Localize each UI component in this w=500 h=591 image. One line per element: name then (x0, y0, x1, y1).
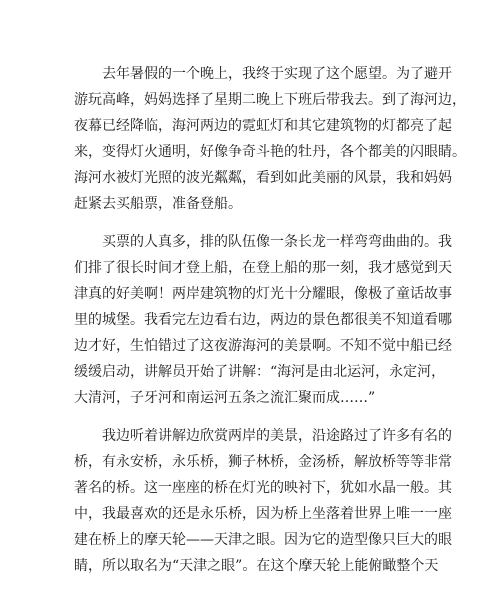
text-line: 里的城堡。我看完左边看右边，两边的景色都很美不知道看哪 (74, 312, 452, 328)
paragraph-2 (74, 229, 452, 411)
text-line: 去年暑假的一个晚上，我终于实现了这个愿望。为了避开 (102, 66, 452, 82)
text-line: 睛，所以取名为“天津之眼”。在这个摩天轮上能俯瞰整个天 (74, 558, 439, 574)
text-line: 赶紧去买船票，准备登船。 (74, 196, 242, 212)
text-line: 桥，有永安桥，永乐桥，狮子林桥，金汤桥，解放桥等等非常 (74, 454, 452, 470)
text-line: 夜幕已经降临，海河两边的霓虹灯和其它建筑物的灯都亮了起 (74, 118, 452, 134)
text-line: 中，我最喜欢的还是永乐桥，因为桥上坐落着世界上唯一一座 (74, 506, 452, 522)
text-line: 大清河，子牙河和南运河五条之流汇聚而成……” (74, 390, 376, 406)
text-line: 著名的桥。这一座座的桥在灯光的映衬下，犹如水晶一般。其 (74, 480, 452, 496)
text-line: 缓缓启动，讲解员开始了讲解：“海河是由北运河，永定河， (74, 364, 446, 380)
paragraph-1 (74, 61, 466, 217)
article-body (74, 61, 466, 591)
text-line: 边才好，生怕错过了这夜游海河的美景啊。不知不觉中船已经 (74, 338, 452, 354)
text-line: 来，变得灯火通明，好像争奇斗艳的牡丹，各个都美的闪眼睛。 (74, 144, 466, 160)
paragraph-3 (74, 423, 452, 579)
text-line: 建在桥上的摩天轮——天津之眼。因为它的造型像只巨大的眼 (74, 532, 452, 548)
text-line: 们排了很长时间才登上船，在登上船的那一刻，我才感觉到天 (74, 260, 452, 276)
text-line: 我边听着讲解边欣赏两岸的美景，沿途路过了许多有名的 (102, 428, 452, 444)
text-line: 津真的好美啊！两岸建筑物的灯光十分耀眼，像极了童话故事 (74, 286, 452, 302)
text-line: 游玩高峰，妈妈选择了星期二晚上下班后带我去。到了海河边， (74, 92, 466, 108)
text-line: 买票的人真多，排的队伍像一条长龙一样弯弯曲曲的。我 (102, 234, 452, 250)
text-line: 海河水被灯光照的波光粼粼，看到如此美丽的风景，我和妈妈 (74, 170, 452, 186)
